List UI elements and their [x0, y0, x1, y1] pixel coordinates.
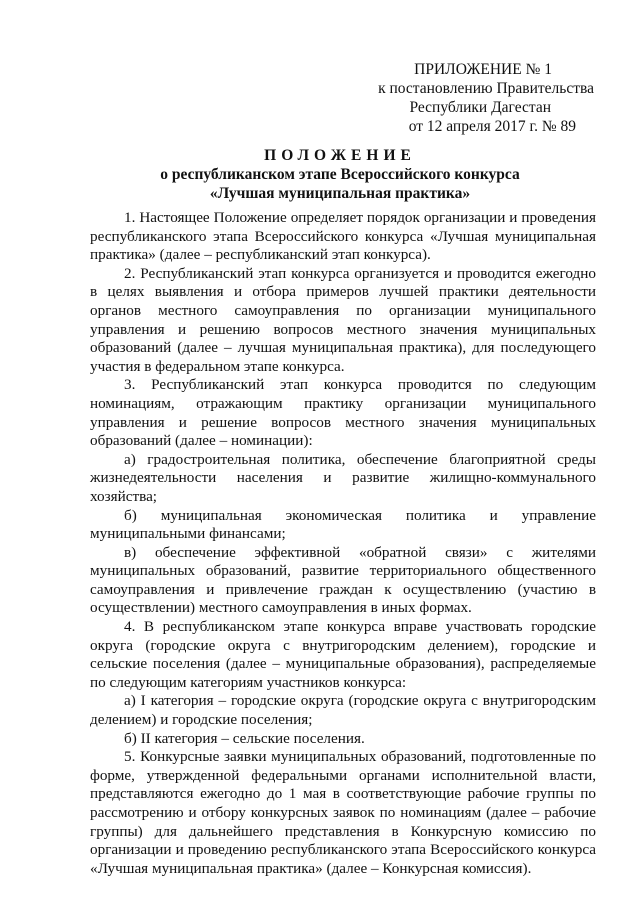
paragraph-5: 5. Конкурсные заявки муниципальных образований, подготовленные по форме, утвержденной федеральными органами исполнительной власти, представляются ежегодно до 1 мая в соответствующие рабочие группы по рассмотрению и отбору конкурсных заявок по номинациям (далее – рабочие группы) для дальнейшего представления в Конкурсную комиссию по организации и проведению республиканского этапа Всероссийского конкурса «Лучшая муниципальная практика» (далее – Конкурсная комиссия).: [90, 748, 596, 877]
document-body: [90, 209, 596, 878]
paragraph-3a: а) градостроительная политика, обеспечение благоприятной среды жизнедеятельности населения и развитие жилищно-коммунального хозяйства;: [90, 450, 596, 505]
paragraph-3c: в) обеспечение эффективной «обратной связи» с жителями муниципальных образований, развитие территориального общественного самоуправления и привлечение граждан к осуществлению (участию в осуществлении) местного самоуправления в иных формах.: [90, 543, 596, 617]
appendix-republic-line: Республики Дагестан: [409, 99, 551, 116]
appendix-date-line: от 12 апреля 2017 г. № 89: [408, 118, 576, 135]
document-heading: [80, 146, 600, 203]
appendix-decree-line: к постановлению Правительства: [378, 80, 594, 97]
paragraph-4: 4. В республиканском этапе конкурса вправе участвовать городские округа (городские округа с внутригородским делением), городские и сельские поселения (далее – муниципальные образования), распределяемые по следующим категориям участников конкурса:: [90, 618, 596, 691]
document-title: ПОЛОЖЕНИЕ: [264, 147, 416, 164]
paragraph-1: 1. Настоящее Положение определяет порядок организации и проведения республиканского этапа Всероссийского конкурса «Лучшая муниципальная практика» (далее – республиканский этап конкурса).: [90, 209, 596, 264]
paragraph-3b: б) муниципальная экономическая политика и управление муниципальными финансами;: [90, 506, 596, 543]
paragraph-4b: б) II категория – сельские поселения.: [124, 729, 365, 747]
paragraph-4a: а) I категория – городские округа (городские округа с внутригородским делением) и городские поселения;: [90, 692, 596, 729]
paragraph-3: 3. Республиканский этап конкурса проводится по следующим номинациям, отражающим практику организации муниципального управления и решение вопросов местного значения муниципальных образований (далее – номинации):: [90, 376, 596, 450]
paragraph-2: 2. Республиканский этап конкурса организуется и проводится ежегодно в целях выявления и отбора примеров лучшей практики деятельности органов местного самоуправления по организации муниципального управления и решению вопросов местного значения муниципальных образований (далее – лучшая муниципальная практика), для последующего участия в федеральном этапе конкурса.: [90, 264, 596, 375]
document-subtitle-contest: «Лучшая муниципальная практика»: [209, 185, 471, 202]
appendix-block: [370, 60, 610, 136]
appendix-title: ПРИЛОЖЕНИЕ № 1: [414, 61, 552, 78]
document-subtitle: о республиканском этапе Всероссийского конкурса: [160, 166, 520, 183]
